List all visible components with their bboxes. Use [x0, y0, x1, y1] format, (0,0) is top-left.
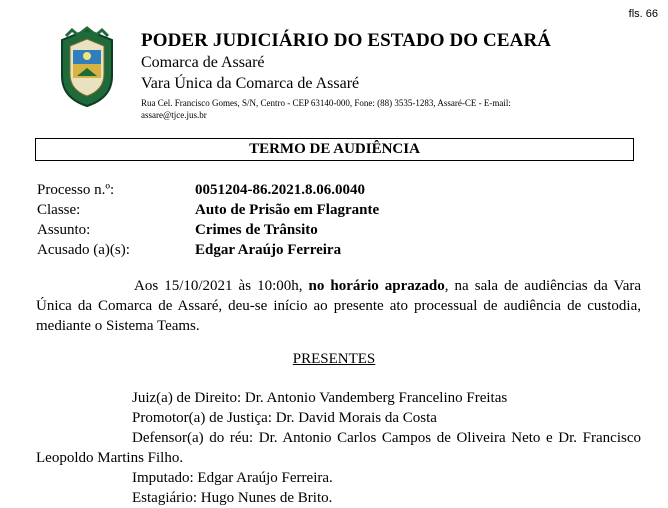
page-number: fls. 66	[628, 8, 658, 20]
address-line-2: assare@tjce.jus.br	[141, 110, 207, 120]
court-address	[141, 97, 611, 121]
info-label: Acusado (a)(s):	[37, 242, 130, 258]
ceara-coat-of-arms-icon	[56, 26, 118, 108]
info-label: Assunto:	[37, 222, 91, 238]
case-info	[37, 180, 379, 260]
presente-estagiario: Estagiário: Hugo Nunes de Brito.	[132, 490, 333, 506]
paragraph-text-end: , na sala de audiências da Vara Única da Comarca de Assaré, deu-se início ao presente ato processual de audiência de custodia, mediante o Sistema Teams.	[36, 278, 642, 334]
info-row-acusado	[37, 240, 379, 260]
court-name: PODER JUDICIÁRIO DO ESTADO DO CEARÁ	[141, 30, 552, 51]
info-value: 0051204-86.2021.8.06.0040	[195, 182, 365, 198]
info-value: Crimes de Trânsito	[195, 222, 318, 238]
presente-defensor: Defensor(a) do réu: Dr. Antonio Carlos Campos de Oliveira Neto e Dr. Francisco Leopoldo Martins Filho.	[36, 430, 641, 466]
info-row-processo	[37, 180, 379, 200]
info-value: Edgar Araújo Ferreira	[195, 242, 342, 258]
paragraph-text-start: Aos 15/10/2021 às 10:00h,	[134, 278, 309, 294]
section-heading-presentes: PRESENTES	[292, 351, 376, 367]
vara-name: Vara Única da Comarca de Assaré	[141, 75, 360, 92]
letterhead	[141, 30, 641, 121]
info-value: Auto de Prisão em Flagrante	[195, 202, 380, 218]
presente-juiz: Juiz(a) de Direito: Dr. Antonio Vandemberg Francelino Freitas	[132, 390, 508, 406]
document-title: TERMO DE AUDIÊNCIA	[35, 138, 634, 161]
info-row-classe	[37, 200, 379, 220]
info-row-assunto	[37, 220, 379, 240]
opening-paragraph	[36, 276, 641, 336]
info-label: Processo n.º:	[37, 182, 115, 198]
presente-imputado: Imputado: Edgar Araújo Ferreira.	[132, 470, 333, 486]
info-label: Classe:	[37, 202, 81, 218]
presentes-list	[36, 388, 641, 508]
address-line-1: Rua Cel. Francisco Gomes, S/N, Centro - CEP 63140-000, Fone: (88) 3535-1283, Assaré-CE - E-mail:	[141, 98, 511, 108]
paragraph-emphasis: no horário aprazado	[308, 278, 445, 294]
presente-promotor: Promotor(a) de Justiça: Dr. David Morais da Costa	[132, 410, 437, 426]
comarca-name: Comarca de Assaré	[141, 54, 265, 71]
